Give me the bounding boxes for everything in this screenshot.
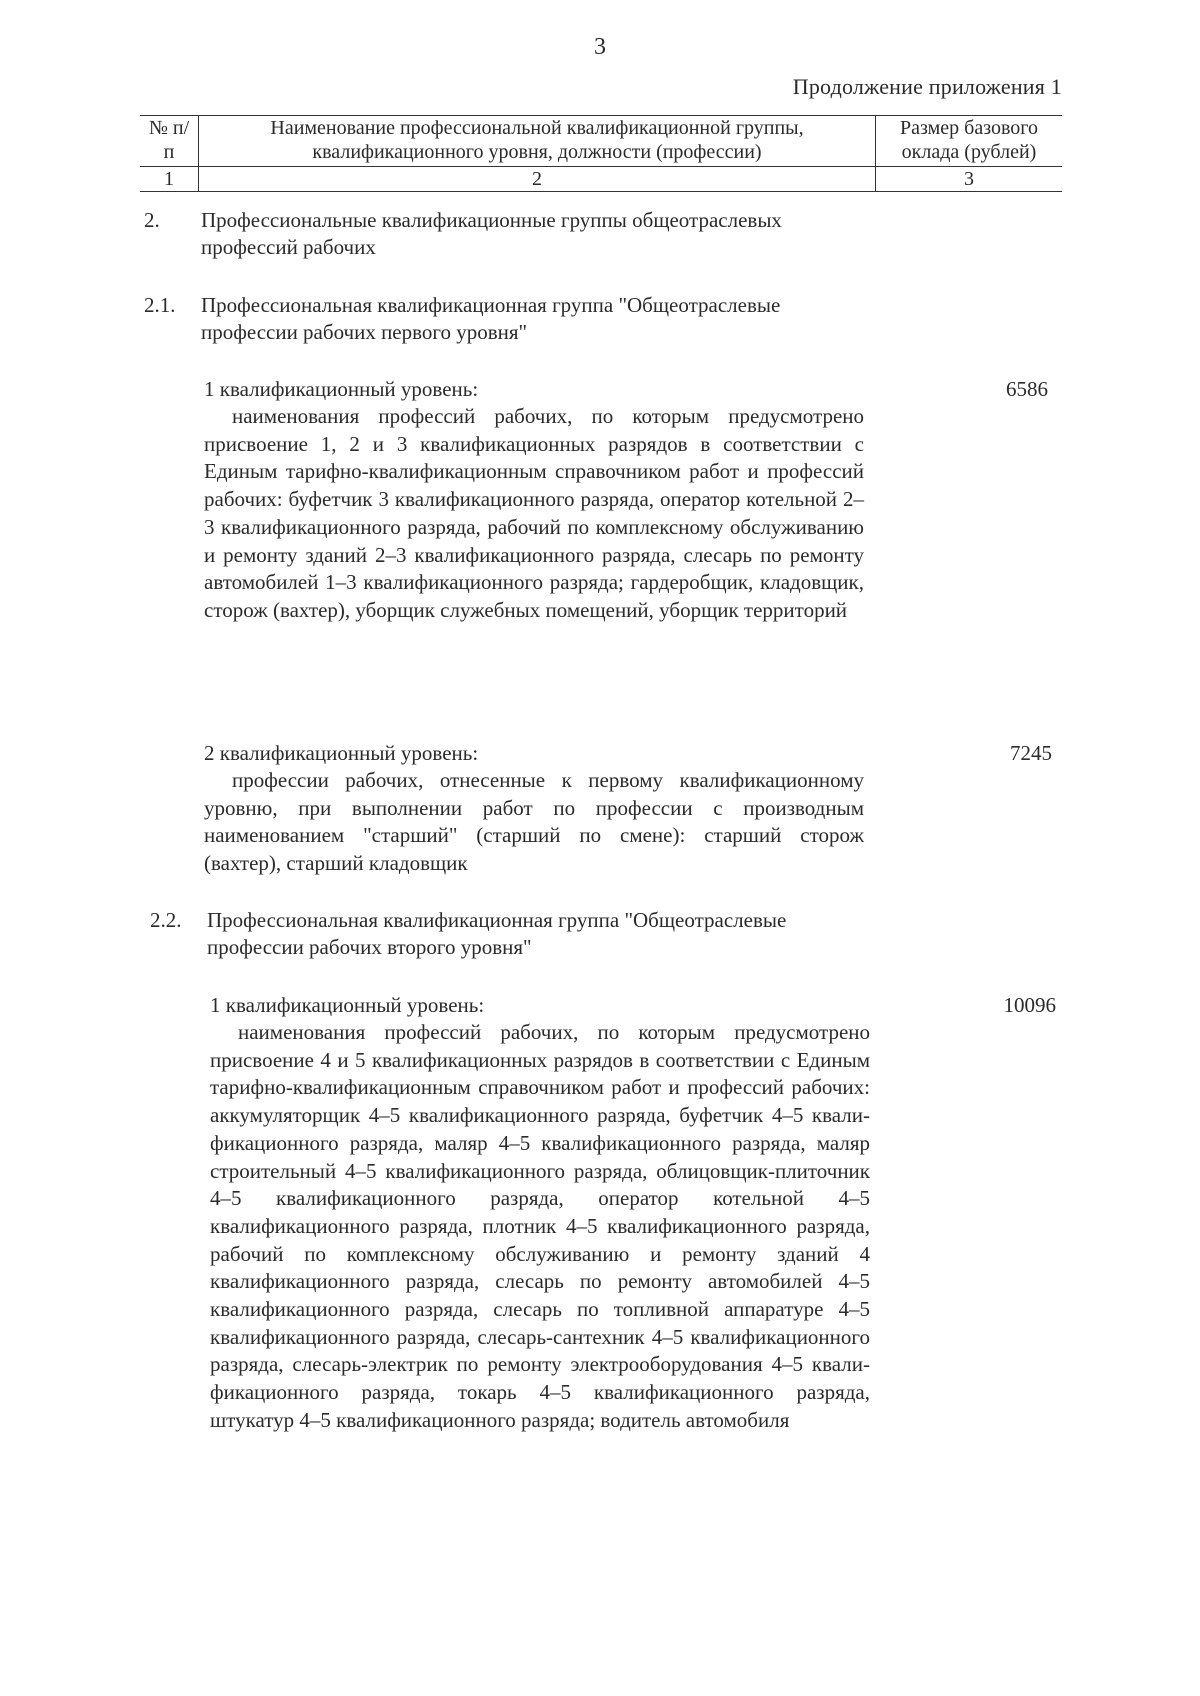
level-description: профессии рабочих, отнесенные к первому квалификационному уровню, при выполнении работ по профессии с производным наименованием "старший" (старший по смене): старший сторож (вахтер), старший кладовщик bbox=[204, 768, 864, 876]
level-title: 1 квалификационный уровень: bbox=[204, 377, 479, 401]
table-header-row bbox=[140, 116, 1062, 167]
column-number-3: 3 bbox=[876, 167, 1063, 192]
header-cell-salary: Размер базового оклада (рублей) bbox=[876, 116, 1063, 167]
table-header bbox=[140, 115, 1062, 192]
column-number-1: 1 bbox=[140, 167, 199, 192]
section-title: Профессиональные квалификационные группы общеотраслевых профессий рабочих bbox=[201, 208, 782, 259]
continuation-label: Продолжение приложения 1 bbox=[792, 74, 1062, 99]
header-cell-name: Наименование профессиональной квалификационной группы, квалификационного уровня, должности (профессии) bbox=[199, 116, 876, 167]
section-number: 2. bbox=[144, 208, 160, 232]
page-number: 3 bbox=[594, 34, 606, 60]
salary-amount: 7245 bbox=[1010, 741, 1052, 765]
column-number-2: 2 bbox=[199, 167, 876, 192]
level-title: 1 квалификационный уровень: bbox=[210, 993, 485, 1017]
salary-amount: 10096 bbox=[1003, 993, 1056, 1017]
section-title: Профессиональная квалификационная группа "Общеотраслевые профессии рабочих второго уровня" bbox=[207, 908, 787, 959]
level-description: наименования профессий рабочих, по которым предусмотрено присвоение 1, 2 и 3 квалификационных разрядов в соответствии с Единым тарифно-квалификационным справочником работ и профессий рабочих: буфетчик 3 квалификационного разряда, оператор котельной 2–3 квалификационного разряда, рабочий по комплексному обслуживанию и ремонту зданий 2–3 квалификационного разряда, слесарь по ремонту автомобилей 1–3 квалификационного разряда; гардеробщик, кладовщик, сторож (вахтер), уборщик служебных помещений, уборщик территорий bbox=[204, 404, 864, 622]
section-title: Профессиональная квалификационная группа "Общеотраслевые профессии рабочих первого уровня" bbox=[201, 293, 781, 344]
table-column-numbers-row bbox=[140, 167, 1062, 192]
salary-amount: 6586 bbox=[1006, 377, 1048, 401]
header-cell-number: № п/п bbox=[140, 116, 199, 167]
level-description: наименования профессий рабочих, по которым предусмотрено присвоение 4 и 5 квалификационных разрядов в соответствии с Единым тарифно-квалификационным справочником работ и профессий рабочих: аккумуляторщик 4–5 квалификационного разряда, буфетчик 4–5 квалификационного разряда, маляр 4–5 квалификационного разряда, маляр строительный 4–5 квалификационного разряда, облицовщик-плиточник 4–5 квалификационного разряда, оператор котельной 4–5 квалификационного разряда, плотник 4–5 квалификационного разряда, рабочий по комплексному обслуживанию и ремонту зданий 4 квалификационного разряда, слесарь по ремонту автомобилей 4–5 квалификационного разряда, слесарь по топливной аппаратуре 4–5 квалификационного разряда, слесарь-сантехник 4–5 квалификационного разряда, слесарь-электрик по ремонту электрооборудования 4–5 квалификационного разряда, токарь 4–5 квалификационного разряда, штукатур 4–5 квалификационного разряда; водитель автомобиля bbox=[210, 1020, 870, 1432]
section-number: 2.2. bbox=[150, 908, 182, 932]
section-number: 2.1. bbox=[144, 293, 176, 317]
level-title: 2 квалификационный уровень: bbox=[204, 741, 479, 765]
